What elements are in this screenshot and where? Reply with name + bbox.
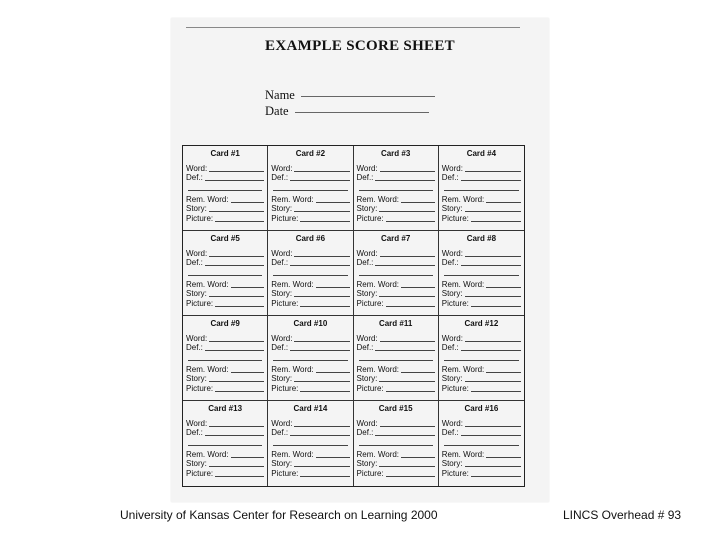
rem-word-row	[357, 449, 435, 459]
def-row	[271, 428, 349, 438]
word-blank-line	[209, 341, 264, 342]
def-label: Def.:	[441, 173, 459, 182]
rem-word-label: Rem. Word:	[356, 279, 400, 289]
def-row	[271, 258, 349, 268]
definition-extra-line	[359, 352, 433, 361]
footer-credit: University of Kansas Center for Research on Learning 2000	[120, 508, 438, 522]
word-row	[271, 248, 349, 258]
word-label: Word:	[271, 163, 293, 173]
definition-extra-line	[444, 437, 519, 446]
word-row	[271, 418, 349, 428]
def-label: Def.:	[186, 173, 203, 182]
story-row	[271, 459, 349, 469]
word-row	[357, 333, 435, 343]
word-label: Word:	[441, 163, 463, 173]
definition-extra-line	[188, 182, 262, 191]
word-blank-line	[294, 341, 349, 342]
word-blank-line	[380, 171, 435, 172]
def-label: Def.:	[356, 258, 374, 267]
def-row	[186, 343, 264, 353]
def-row	[186, 173, 264, 183]
story-blank-line	[379, 381, 434, 382]
score-card-cell	[183, 146, 268, 231]
definition-extra-line	[188, 352, 262, 361]
picture-label: Picture:	[441, 298, 469, 308]
story-row	[186, 459, 264, 469]
rem-word-blank-line	[316, 457, 350, 458]
story-blank-line	[379, 211, 434, 212]
picture-blank-line	[386, 391, 435, 392]
word-blank-line	[380, 341, 435, 342]
word-label: Word:	[356, 418, 378, 428]
rem-word-label: Rem. Word:	[271, 194, 314, 204]
def-label: Def.:	[271, 343, 289, 352]
story-row	[186, 289, 264, 299]
rem-word-row	[357, 279, 435, 289]
story-label: Story:	[356, 289, 378, 298]
score-card-cell	[439, 316, 524, 401]
def-blank-line	[205, 435, 264, 436]
story-label: Story:	[186, 204, 207, 213]
rem-word-blank-line	[486, 372, 521, 373]
definition-extra-line	[359, 182, 433, 191]
story-label: Story:	[271, 289, 293, 298]
story-label: Story:	[271, 374, 293, 383]
rem-word-row	[357, 364, 435, 374]
card-title: Card #15	[378, 404, 413, 413]
story-blank-line	[209, 381, 264, 382]
picture-label: Picture:	[356, 383, 384, 393]
def-blank-line	[205, 180, 264, 181]
picture-row	[357, 213, 435, 223]
word-blank-line	[380, 256, 435, 257]
definition-extra-line	[273, 352, 347, 361]
definition-extra-line	[188, 437, 262, 446]
def-row	[442, 428, 521, 438]
rem-word-label: Rem. Word:	[186, 279, 229, 289]
word-label: Word:	[271, 333, 293, 343]
rem-word-row	[271, 449, 349, 459]
name-line	[301, 96, 435, 97]
story-row	[357, 459, 435, 469]
picture-label: Picture:	[441, 383, 469, 393]
definition-extra-line	[273, 437, 347, 446]
def-blank-line	[290, 265, 349, 266]
story-blank-line	[209, 211, 264, 212]
picture-blank-line	[215, 391, 264, 392]
rem-word-row	[442, 364, 521, 374]
story-label: Story:	[186, 374, 207, 383]
word-blank-line	[294, 426, 349, 427]
score-card-cell	[268, 316, 353, 401]
story-label: Story:	[271, 459, 293, 468]
story-row	[271, 374, 349, 384]
picture-label: Picture:	[356, 468, 384, 478]
word-row	[271, 333, 349, 343]
word-blank-line	[380, 426, 435, 427]
story-blank-line	[209, 466, 264, 467]
story-label: Story:	[186, 289, 207, 298]
def-blank-line	[461, 350, 521, 351]
word-label: Word:	[441, 333, 463, 343]
card-title: Card #10	[293, 319, 328, 328]
story-blank-line	[294, 211, 349, 212]
story-label: Story:	[186, 459, 207, 468]
word-blank-line	[209, 426, 264, 427]
picture-label: Picture:	[186, 298, 214, 308]
rem-word-blank-line	[486, 457, 521, 458]
rem-word-label: Rem. Word:	[271, 449, 314, 459]
rem-word-label: Rem. Word:	[186, 449, 229, 459]
definition-extra-line	[444, 267, 519, 276]
word-label: Word:	[356, 163, 378, 173]
date-line	[295, 112, 429, 113]
rem-word-label: Rem. Word:	[271, 364, 314, 374]
rem-word-label: Rem. Word:	[356, 449, 400, 459]
picture-label: Picture:	[186, 468, 214, 478]
def-row	[442, 258, 521, 268]
rem-word-label: Rem. Word:	[271, 279, 314, 289]
picture-row	[357, 298, 435, 308]
def-row	[271, 343, 349, 353]
sheet-title: EXAMPLE SCORE SHEET	[265, 38, 455, 54]
score-card-cell	[354, 231, 439, 316]
story-blank-line	[465, 211, 521, 212]
card-title: Card #5	[210, 234, 240, 243]
word-row	[442, 248, 521, 258]
rem-word-row	[186, 279, 264, 289]
def-row	[186, 258, 264, 268]
date-label: Date	[265, 104, 289, 118]
word-label: Word:	[186, 248, 208, 258]
word-row	[186, 163, 264, 173]
story-blank-line	[379, 296, 434, 297]
story-row	[357, 289, 435, 299]
def-row	[442, 173, 521, 183]
card-title: Card #1	[210, 149, 240, 158]
rem-word-row	[271, 194, 349, 204]
score-card-cell	[268, 146, 353, 231]
score-card-cell	[354, 316, 439, 401]
story-label: Story:	[441, 459, 463, 468]
rem-word-row	[442, 279, 521, 289]
date-field	[265, 104, 429, 119]
rem-word-blank-line	[316, 202, 350, 203]
story-blank-line	[294, 466, 349, 467]
picture-row	[271, 468, 349, 478]
rem-word-row	[186, 449, 264, 459]
def-blank-line	[375, 180, 434, 181]
score-card-cell	[183, 401, 268, 486]
story-row	[357, 374, 435, 384]
picture-row	[271, 213, 349, 223]
word-blank-line	[294, 171, 349, 172]
rem-word-row	[186, 194, 264, 204]
def-row	[357, 173, 435, 183]
picture-row	[357, 468, 435, 478]
word-label: Word:	[356, 333, 378, 343]
picture-blank-line	[300, 391, 349, 392]
picture-blank-line	[386, 306, 435, 307]
def-blank-line	[290, 435, 349, 436]
word-row	[442, 333, 521, 343]
story-row	[442, 289, 521, 299]
name-label: Name	[265, 88, 295, 102]
word-label: Word:	[441, 248, 463, 258]
score-card-cell	[183, 231, 268, 316]
card-title: Card #16	[464, 404, 499, 413]
story-blank-line	[465, 296, 521, 297]
picture-label: Picture:	[271, 383, 299, 393]
story-label: Story:	[441, 204, 463, 213]
card-title: Card #9	[210, 319, 240, 328]
picture-blank-line	[215, 476, 264, 477]
picture-row	[442, 213, 521, 223]
rem-word-blank-line	[231, 372, 265, 373]
def-blank-line	[461, 435, 521, 436]
word-row	[442, 163, 521, 173]
rem-word-row	[357, 194, 435, 204]
score-card-cell	[268, 231, 353, 316]
def-blank-line	[205, 265, 264, 266]
score-card-cell	[183, 316, 268, 401]
picture-blank-line	[386, 476, 435, 477]
word-blank-line	[294, 256, 349, 257]
card-grid	[182, 145, 525, 487]
definition-extra-line	[188, 267, 262, 276]
definition-extra-line	[273, 267, 347, 276]
name-field	[265, 88, 435, 103]
picture-label: Picture:	[356, 213, 384, 223]
picture-blank-line	[386, 221, 435, 222]
word-row	[186, 333, 264, 343]
word-label: Word:	[186, 163, 208, 173]
word-row	[442, 418, 521, 428]
card-title: Card #3	[380, 149, 411, 158]
def-label: Def.:	[271, 258, 289, 267]
score-card-cell	[439, 231, 524, 316]
def-blank-line	[375, 265, 434, 266]
picture-label: Picture:	[441, 468, 469, 478]
rem-word-label: Rem. Word:	[441, 364, 485, 374]
definition-extra-line	[444, 352, 519, 361]
definition-extra-line	[444, 182, 519, 191]
rem-word-row	[442, 194, 521, 204]
word-label: Word:	[271, 418, 293, 428]
card-title: Card #8	[466, 234, 497, 243]
picture-blank-line	[471, 221, 521, 222]
rem-word-blank-line	[316, 372, 350, 373]
picture-blank-line	[215, 221, 264, 222]
score-card-cell	[439, 401, 524, 486]
rem-word-blank-line	[231, 202, 265, 203]
score-card-cell	[354, 401, 439, 486]
story-blank-line	[294, 296, 349, 297]
rem-word-label: Rem. Word:	[441, 194, 485, 204]
story-label: Story:	[441, 374, 463, 383]
card-title: Card #2	[295, 149, 326, 158]
picture-row	[186, 213, 264, 223]
def-blank-line	[461, 265, 521, 266]
def-blank-line	[290, 350, 349, 351]
story-blank-line	[465, 381, 521, 382]
word-row	[186, 248, 264, 258]
word-label: Word:	[441, 418, 463, 428]
picture-blank-line	[471, 391, 521, 392]
word-row	[357, 418, 435, 428]
picture-label: Picture:	[186, 213, 214, 223]
rem-word-blank-line	[231, 287, 265, 288]
word-blank-line	[209, 256, 264, 257]
rem-word-blank-line	[401, 457, 435, 458]
card-title: Card #4	[466, 149, 497, 158]
def-label: Def.:	[271, 428, 289, 437]
def-label: Def.:	[356, 428, 374, 437]
def-label: Def.:	[441, 428, 459, 437]
picture-label: Picture:	[271, 468, 299, 478]
def-label: Def.:	[441, 343, 459, 352]
word-row	[271, 163, 349, 173]
word-label: Word:	[271, 248, 293, 258]
card-title: Card #11	[378, 319, 413, 328]
score-card-cell	[268, 401, 353, 486]
rem-word-label: Rem. Word:	[356, 364, 400, 374]
def-blank-line	[375, 350, 434, 351]
story-blank-line	[209, 296, 264, 297]
def-blank-line	[461, 180, 521, 181]
story-row	[186, 374, 264, 384]
picture-label: Picture:	[186, 383, 214, 393]
story-row	[442, 374, 521, 384]
def-label: Def.:	[356, 173, 374, 182]
picture-blank-line	[300, 476, 349, 477]
word-row	[357, 248, 435, 258]
word-blank-line	[465, 256, 521, 257]
rem-word-row	[271, 279, 349, 289]
word-blank-line	[209, 171, 264, 172]
rem-word-label: Rem. Word:	[186, 194, 229, 204]
definition-extra-line	[359, 437, 433, 446]
def-row	[442, 343, 521, 353]
rem-word-blank-line	[486, 287, 521, 288]
picture-row	[186, 468, 264, 478]
picture-row	[442, 468, 521, 478]
story-label: Story:	[271, 204, 293, 213]
story-row	[186, 204, 264, 214]
story-label: Story:	[356, 374, 378, 383]
rem-word-blank-line	[401, 202, 435, 203]
def-label: Def.:	[441, 258, 459, 267]
word-label: Word:	[186, 333, 208, 343]
rem-word-label: Rem. Word:	[356, 194, 400, 204]
rem-word-label: Rem. Word:	[441, 279, 485, 289]
score-card-cell	[439, 146, 524, 231]
def-row	[357, 343, 435, 353]
picture-label: Picture:	[271, 298, 299, 308]
picture-blank-line	[300, 306, 349, 307]
picture-row	[271, 383, 349, 393]
story-row	[271, 289, 349, 299]
def-row	[271, 173, 349, 183]
word-blank-line	[465, 171, 521, 172]
def-row	[357, 258, 435, 268]
story-blank-line	[379, 466, 434, 467]
story-row	[442, 204, 521, 214]
word-blank-line	[465, 341, 521, 342]
story-blank-line	[294, 381, 349, 382]
def-label: Def.:	[356, 343, 374, 352]
card-title: Card #13	[208, 404, 243, 413]
rem-word-row	[271, 364, 349, 374]
story-label: Story:	[441, 289, 463, 298]
rem-word-label: Rem. Word:	[186, 364, 229, 374]
picture-row	[186, 298, 264, 308]
def-label: Def.:	[271, 173, 289, 182]
word-row	[186, 418, 264, 428]
picture-label: Picture:	[356, 298, 384, 308]
word-blank-line	[465, 426, 521, 427]
score-card-cell	[354, 146, 439, 231]
rem-word-row	[186, 364, 264, 374]
card-title: Card #12	[464, 319, 499, 328]
footer-overhead-number: LINCS Overhead # 93	[563, 508, 682, 522]
def-row	[186, 428, 264, 438]
card-title: Card #6	[295, 234, 326, 243]
rem-word-blank-line	[316, 287, 350, 288]
card-title: Card #7	[380, 234, 411, 243]
def-label: Def.:	[186, 258, 203, 267]
story-label: Story:	[356, 459, 378, 468]
word-label: Word:	[356, 248, 378, 258]
rem-word-blank-line	[401, 287, 435, 288]
rem-word-blank-line	[401, 372, 435, 373]
picture-label: Picture:	[441, 213, 469, 223]
picture-blank-line	[215, 306, 264, 307]
card-title: Card #14	[293, 404, 328, 413]
picture-blank-line	[471, 476, 521, 477]
rem-word-row	[442, 449, 521, 459]
story-row	[271, 204, 349, 214]
def-row	[357, 428, 435, 438]
def-blank-line	[205, 350, 264, 351]
definition-extra-line	[273, 182, 347, 191]
picture-label: Picture:	[271, 213, 299, 223]
picture-row	[271, 298, 349, 308]
picture-blank-line	[300, 221, 349, 222]
def-label: Def.:	[186, 428, 203, 437]
rem-word-label: Rem. Word:	[441, 449, 485, 459]
picture-row	[442, 298, 521, 308]
story-row	[442, 459, 521, 469]
picture-row	[442, 383, 521, 393]
definition-extra-line	[359, 267, 433, 276]
word-row	[357, 163, 435, 173]
word-label: Word:	[186, 418, 208, 428]
story-blank-line	[465, 466, 521, 467]
rem-word-blank-line	[231, 457, 265, 458]
picture-row	[186, 383, 264, 393]
top-rule	[186, 27, 520, 28]
story-label: Story:	[356, 204, 378, 213]
def-blank-line	[375, 435, 434, 436]
picture-row	[357, 383, 435, 393]
picture-blank-line	[471, 306, 521, 307]
rem-word-blank-line	[486, 202, 521, 203]
def-label: Def.:	[186, 343, 203, 352]
story-row	[357, 204, 435, 214]
def-blank-line	[290, 180, 349, 181]
